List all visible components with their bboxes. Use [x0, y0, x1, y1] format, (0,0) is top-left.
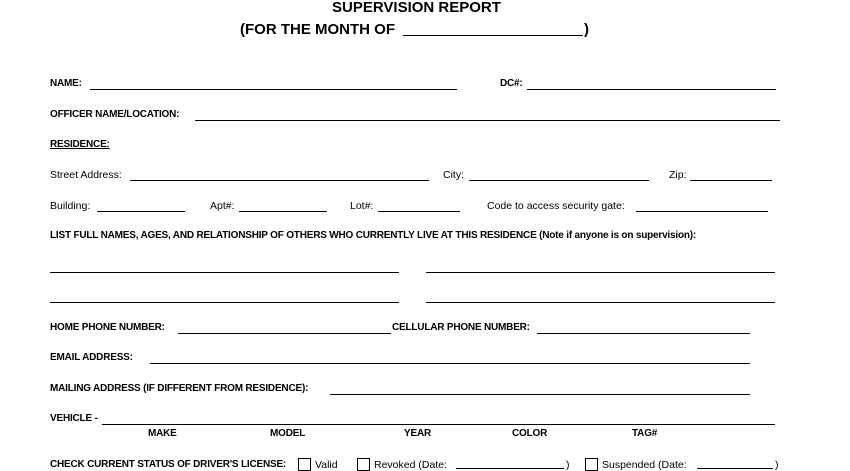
vehicle-col-make: MAKE — [148, 428, 177, 439]
vehicle-col-tag: TAG# — [632, 428, 658, 439]
apt-label: Apt#: — [210, 200, 235, 212]
building-field[interactable] — [97, 211, 185, 212]
vehicle-col-color: COLOR — [512, 428, 548, 439]
building-label: Building: — [50, 200, 91, 212]
report-title: SUPERVISION REPORT — [332, 0, 501, 16]
valid-checkbox[interactable] — [298, 458, 311, 471]
month-subtitle-prefix: (FOR THE MONTH OF — [240, 21, 395, 38]
lot-field[interactable] — [378, 211, 460, 212]
residence-heading: RESIDENCE: — [50, 139, 110, 150]
email-label: EMAIL ADDRESS: — [50, 352, 133, 363]
vehicle-col-model: MODEL — [270, 428, 306, 439]
street-label: Street Address: — [50, 169, 122, 181]
revoked-date-field[interactable] — [456, 468, 564, 469]
mailing-address-field[interactable] — [330, 394, 750, 395]
name-field[interactable] — [90, 89, 457, 90]
officer-field[interactable] — [195, 120, 780, 121]
zip-label: Zip: — [669, 169, 687, 181]
gate-code-label: Code to access security gate: — [487, 200, 625, 212]
others-field-4[interactable] — [426, 302, 775, 303]
city-field[interactable] — [469, 180, 649, 181]
vehicle-field[interactable] — [102, 424, 775, 425]
revoked-checkbox[interactable] — [357, 458, 370, 471]
month-field[interactable] — [403, 35, 583, 36]
suspended-date-field[interactable] — [697, 468, 773, 469]
apt-field[interactable] — [239, 211, 327, 212]
dc-field[interactable] — [527, 89, 776, 90]
street-field[interactable] — [130, 180, 429, 181]
others-field-1[interactable] — [50, 272, 399, 273]
suspended-close: ) — [775, 459, 779, 471]
month-subtitle-suffix: ) — [584, 21, 589, 38]
vehicle-label: VEHICLE - — [50, 413, 98, 424]
vehicle-col-year: YEAR — [404, 428, 431, 439]
cell-phone-label: CELLULAR PHONE NUMBER: — [392, 322, 530, 333]
zip-field[interactable] — [690, 180, 772, 181]
others-label: LIST FULL NAMES, AGES, AND RELATIONSHIP OF OTHERS WHO CURRENTLY LIVE AT THIS RESIDENCE (Note if anyone is on supervision): — [50, 230, 697, 241]
others-field-2[interactable] — [426, 272, 775, 273]
name-label: NAME: — [50, 78, 82, 89]
cell-phone-field[interactable] — [537, 333, 750, 334]
mailing-address-label: MAILING ADDRESS (IF DIFFERENT FROM RESIDENCE): — [50, 383, 309, 394]
others-field-3[interactable] — [50, 302, 399, 303]
email-field[interactable] — [150, 363, 750, 364]
city-label: City: — [443, 169, 464, 181]
suspended-label: Suspended (Date: — [602, 459, 687, 471]
lot-label: Lot#: — [350, 200, 374, 212]
dc-label: DC#: — [500, 78, 523, 89]
revoked-label: Revoked (Date: — [374, 459, 447, 471]
revoked-close: ) — [566, 459, 570, 471]
license-status-label: CHECK CURRENT STATUS OF DRIVER'S LICENSE: — [50, 459, 287, 470]
officer-label: OFFICER NAME/LOCATION: — [50, 109, 180, 120]
home-phone-label: HOME PHONE NUMBER: — [50, 322, 165, 333]
valid-label: Valid — [315, 459, 338, 471]
gate-code-field[interactable] — [636, 211, 768, 212]
suspended-checkbox[interactable] — [585, 458, 598, 471]
home-phone-field[interactable] — [178, 333, 391, 334]
